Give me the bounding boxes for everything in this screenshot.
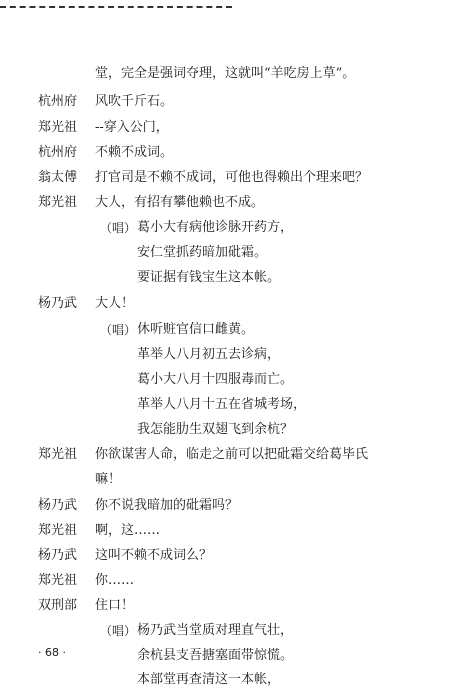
- dialogue-text: --穿入公门，: [95, 120, 169, 135]
- dialogue-text: 你不说我暗加的砒霜吗？: [95, 498, 239, 513]
- sing-marker: （唱）: [100, 221, 137, 235]
- speaker-name: 翁太傅: [38, 170, 78, 185]
- speaker-name: 郑光祖: [38, 120, 78, 135]
- verse-text: 要证据有钱宝生这本帐。: [137, 270, 281, 285]
- verse-text: 葛小大八月十四服毒而亡。: [137, 372, 294, 387]
- speaker-name: 杭州府: [38, 145, 78, 160]
- verse-text: 我怎能肋生双翅飞到余杭？: [137, 422, 294, 437]
- speaker-name: 杨乃武: [38, 296, 78, 311]
- dialogue-text: 嘛！: [95, 472, 122, 487]
- speaker-name: 杭州府: [38, 94, 78, 109]
- verse-text: 安仁堂抓药暗加砒霜。: [137, 245, 268, 260]
- dialogue-text: 你欲谋害人命，临走之前可以把砒霜交给葛毕氏: [95, 447, 369, 462]
- dialogue-text: 住口！: [95, 598, 135, 613]
- dialogue-text: 这叫不赖不成词么？: [95, 548, 213, 563]
- verse-text: 杨乃武当堂质对理直气壮，: [137, 623, 294, 638]
- verse-text: 余杭县支吾搪塞面带惊慌。: [137, 648, 294, 663]
- dialogue-text: 堂，完全是强词夺理，这就叫“羊吃房上草”。: [95, 66, 356, 81]
- verse-text: 葛小大有病他诊脉开药方，: [137, 220, 294, 235]
- verse-text: 休听赃官信口雌黄。: [137, 322, 255, 337]
- page-number: · 68 ·: [38, 646, 66, 659]
- dialogue-text: 大人，有招有攀他赖也不成。: [95, 195, 265, 210]
- speaker-name: 双刑部: [38, 598, 78, 613]
- top-dashed-rule: [0, 6, 232, 8]
- speaker-name: 郑光祖: [38, 195, 78, 210]
- dialogue-text: 大人！: [95, 296, 135, 311]
- verse-text: 本部堂再查清这一本帐，: [137, 672, 281, 687]
- dialogue-text: 啊，这……: [95, 523, 161, 538]
- dialogue-text: 你……: [95, 573, 135, 588]
- speaker-name: 杨乃武: [38, 498, 78, 513]
- speaker-name: 郑光祖: [38, 573, 78, 588]
- speaker-name: 郑光祖: [38, 447, 78, 462]
- speaker-name: 郑光祖: [38, 523, 78, 538]
- sing-marker: （唱）: [100, 624, 137, 638]
- dialogue-text: 打官司是不赖不成词，可他也得赖出个理来吧？: [95, 170, 369, 185]
- verse-text: 革举人八月初五去诊病，: [137, 347, 281, 362]
- sing-marker: （唱）: [100, 323, 137, 337]
- dialogue-text: 不赖不成词。: [95, 145, 174, 160]
- verse-text: 革举人八月十五在省城考场，: [137, 397, 307, 412]
- speaker-name: 杨乃武: [38, 548, 78, 563]
- dialogue-text: 风吹千斤石。: [95, 94, 174, 109]
